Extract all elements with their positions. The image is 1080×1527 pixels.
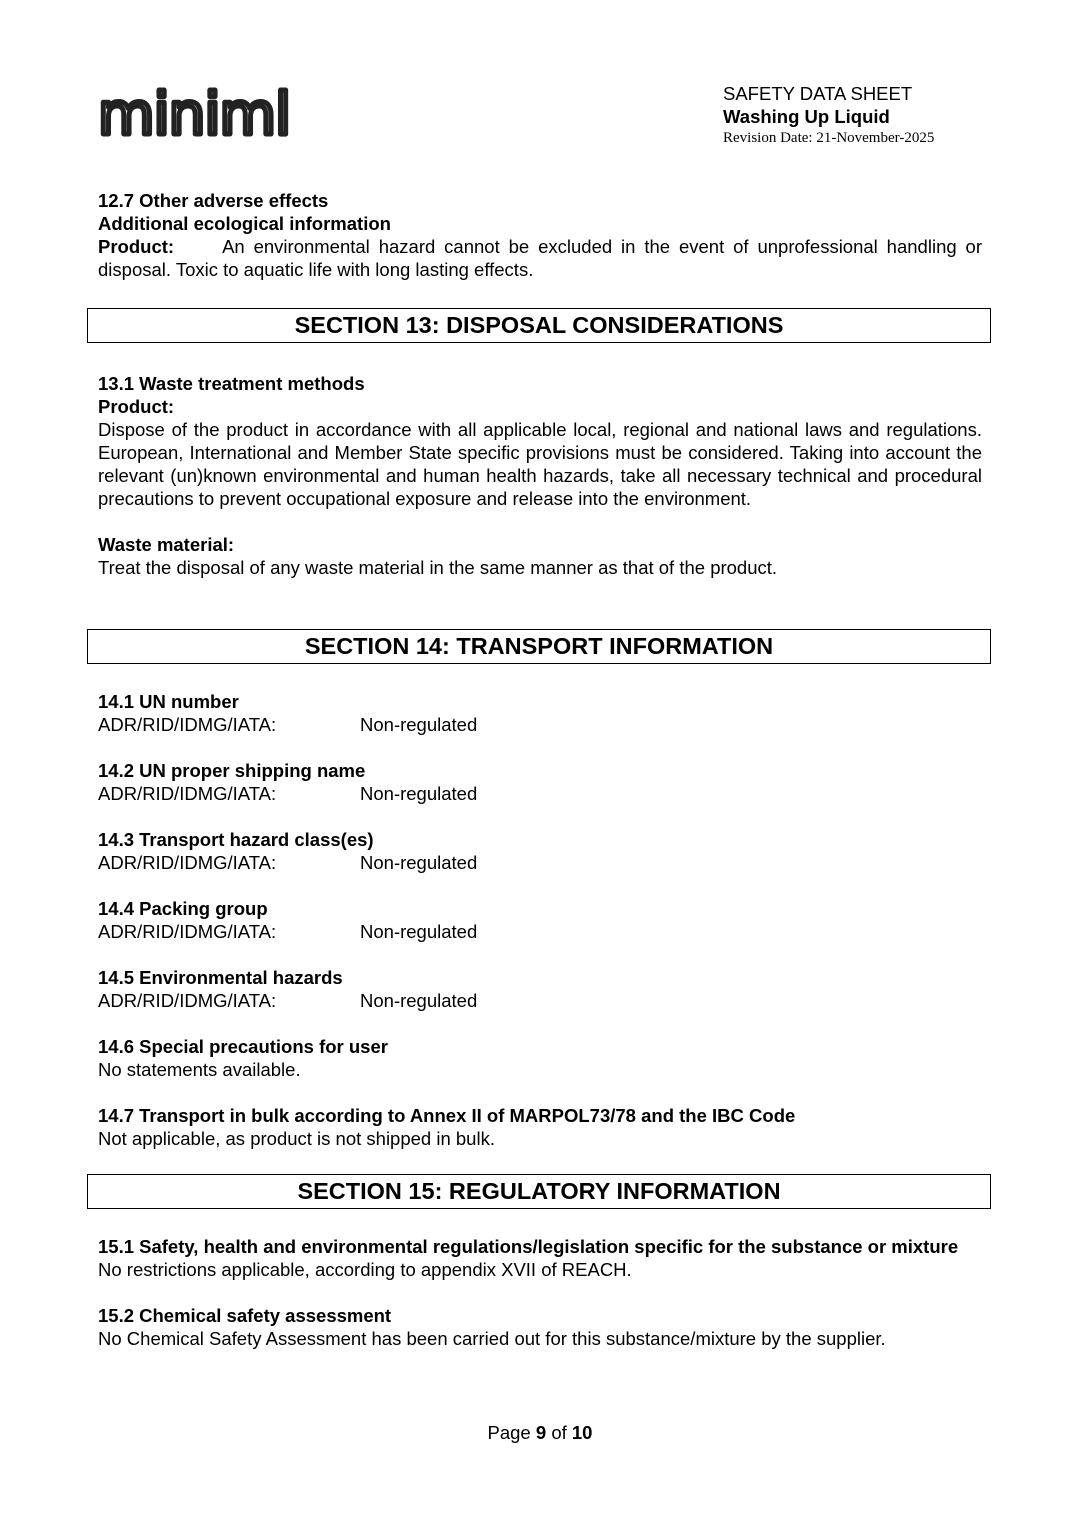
transport-value: Non-regulated — [360, 921, 478, 942]
transport-item — [98, 759, 982, 805]
section-15-body — [98, 1235, 982, 1350]
text-15-2: No Chemical Safety Assessment has been carried out for this substance/mixture by the supplier. — [98, 1328, 886, 1349]
waste-material-label: Waste material: — [98, 534, 235, 555]
text-14-6: No statements available. — [98, 1059, 301, 1080]
product-label: Product: — [98, 236, 175, 257]
subheading-additional-ecological: Additional ecological information — [98, 213, 391, 234]
transport-value: Non-regulated — [360, 714, 478, 735]
waste-material-text: Treat the disposal of any waste material in the same manner as that of the product. — [98, 557, 778, 578]
page-number — [0, 1421, 1080, 1444]
heading-14-5: 14.5 Environmental hazards — [98, 967, 343, 988]
transport-item — [98, 690, 982, 736]
logo-text: miniml — [98, 80, 291, 148]
page-prefix: Page — [487, 1422, 531, 1443]
miniml-logo — [96, 76, 291, 150]
section-14-title: SECTION 14: TRANSPORT INFORMATION — [87, 629, 991, 664]
transport-key: ADR/RID/IDMG/IATA: — [98, 852, 277, 873]
section-12-7 — [98, 189, 982, 281]
document-header — [723, 82, 934, 148]
transport-key: ADR/RID/IDMG/IATA: — [98, 921, 277, 942]
heading-14-3: 14.3 Transport hazard class(es) — [98, 829, 374, 850]
transport-item — [98, 828, 982, 874]
page-of: of — [551, 1422, 567, 1443]
page-current: 9 — [535, 1422, 547, 1443]
section-13-body — [98, 372, 982, 579]
section-15-title: SECTION 15: REGULATORY INFORMATION — [87, 1174, 991, 1209]
heading-15-1: 15.1 Safety, health and environmental regulations/legislation specific for the substance or mixture — [98, 1236, 959, 1257]
product-label-13: Product: — [98, 396, 175, 417]
transport-key: ADR/RID/IDMG/IATA: — [98, 714, 277, 735]
product-text: An environmental hazard cannot be excluded in the event of unprofessional handling or disposal. Toxic to aquatic life with long lasting effects. — [98, 236, 982, 280]
revision-date: Revision Date: 21-November-2025 — [723, 130, 935, 146]
text-15-1: No restrictions applicable, according to appendix XVII of REACH. — [98, 1259, 632, 1280]
heading-12-7: 12.7 Other adverse effects — [98, 190, 329, 211]
heading-15-2: 15.2 Chemical safety assessment — [98, 1305, 392, 1326]
heading-14-7: 14.7 Transport in bulk according to Annex II of MARPOL73/78 and the IBC Code — [98, 1105, 796, 1126]
transport-value: Non-regulated — [360, 990, 478, 1011]
text-14-7: Not applicable, as product is not shipped in bulk. — [98, 1128, 495, 1149]
heading-14-6: 14.6 Special precautions for user — [98, 1036, 388, 1057]
section-13-title: SECTION 13: DISPOSAL CONSIDERATIONS — [87, 308, 991, 343]
heading-14-4: 14.4 Packing group — [98, 898, 268, 919]
transport-item — [98, 966, 982, 1012]
transport-value: Non-regulated — [360, 852, 478, 873]
transport-key: ADR/RID/IDMG/IATA: — [98, 783, 277, 804]
product-name: Washing Up Liquid — [723, 106, 890, 127]
transport-value: Non-regulated — [360, 783, 478, 804]
transport-item — [98, 897, 982, 943]
heading-13-1: 13.1 Waste treatment methods — [98, 373, 365, 394]
page-total: 10 — [571, 1422, 593, 1443]
heading-14-1: 14.1 UN number — [98, 691, 239, 712]
doc-type: SAFETY DATA SHEET — [723, 83, 913, 104]
section-14-body — [98, 690, 982, 1150]
transport-key: ADR/RID/IDMG/IATA: — [98, 990, 277, 1011]
disposal-paragraph: Dispose of the product in accordance with all applicable local, regional and national laws and regulations. European, International and Member State specific provisions must be considered. Taking into account the relevant (un)known environmental and human health hazards, take all necessary technical and procedural precautions to prevent occupational exposure and release into the environment. — [98, 419, 982, 509]
product-paragraph — [98, 235, 982, 281]
heading-14-2: 14.2 UN proper shipping name — [98, 760, 366, 781]
